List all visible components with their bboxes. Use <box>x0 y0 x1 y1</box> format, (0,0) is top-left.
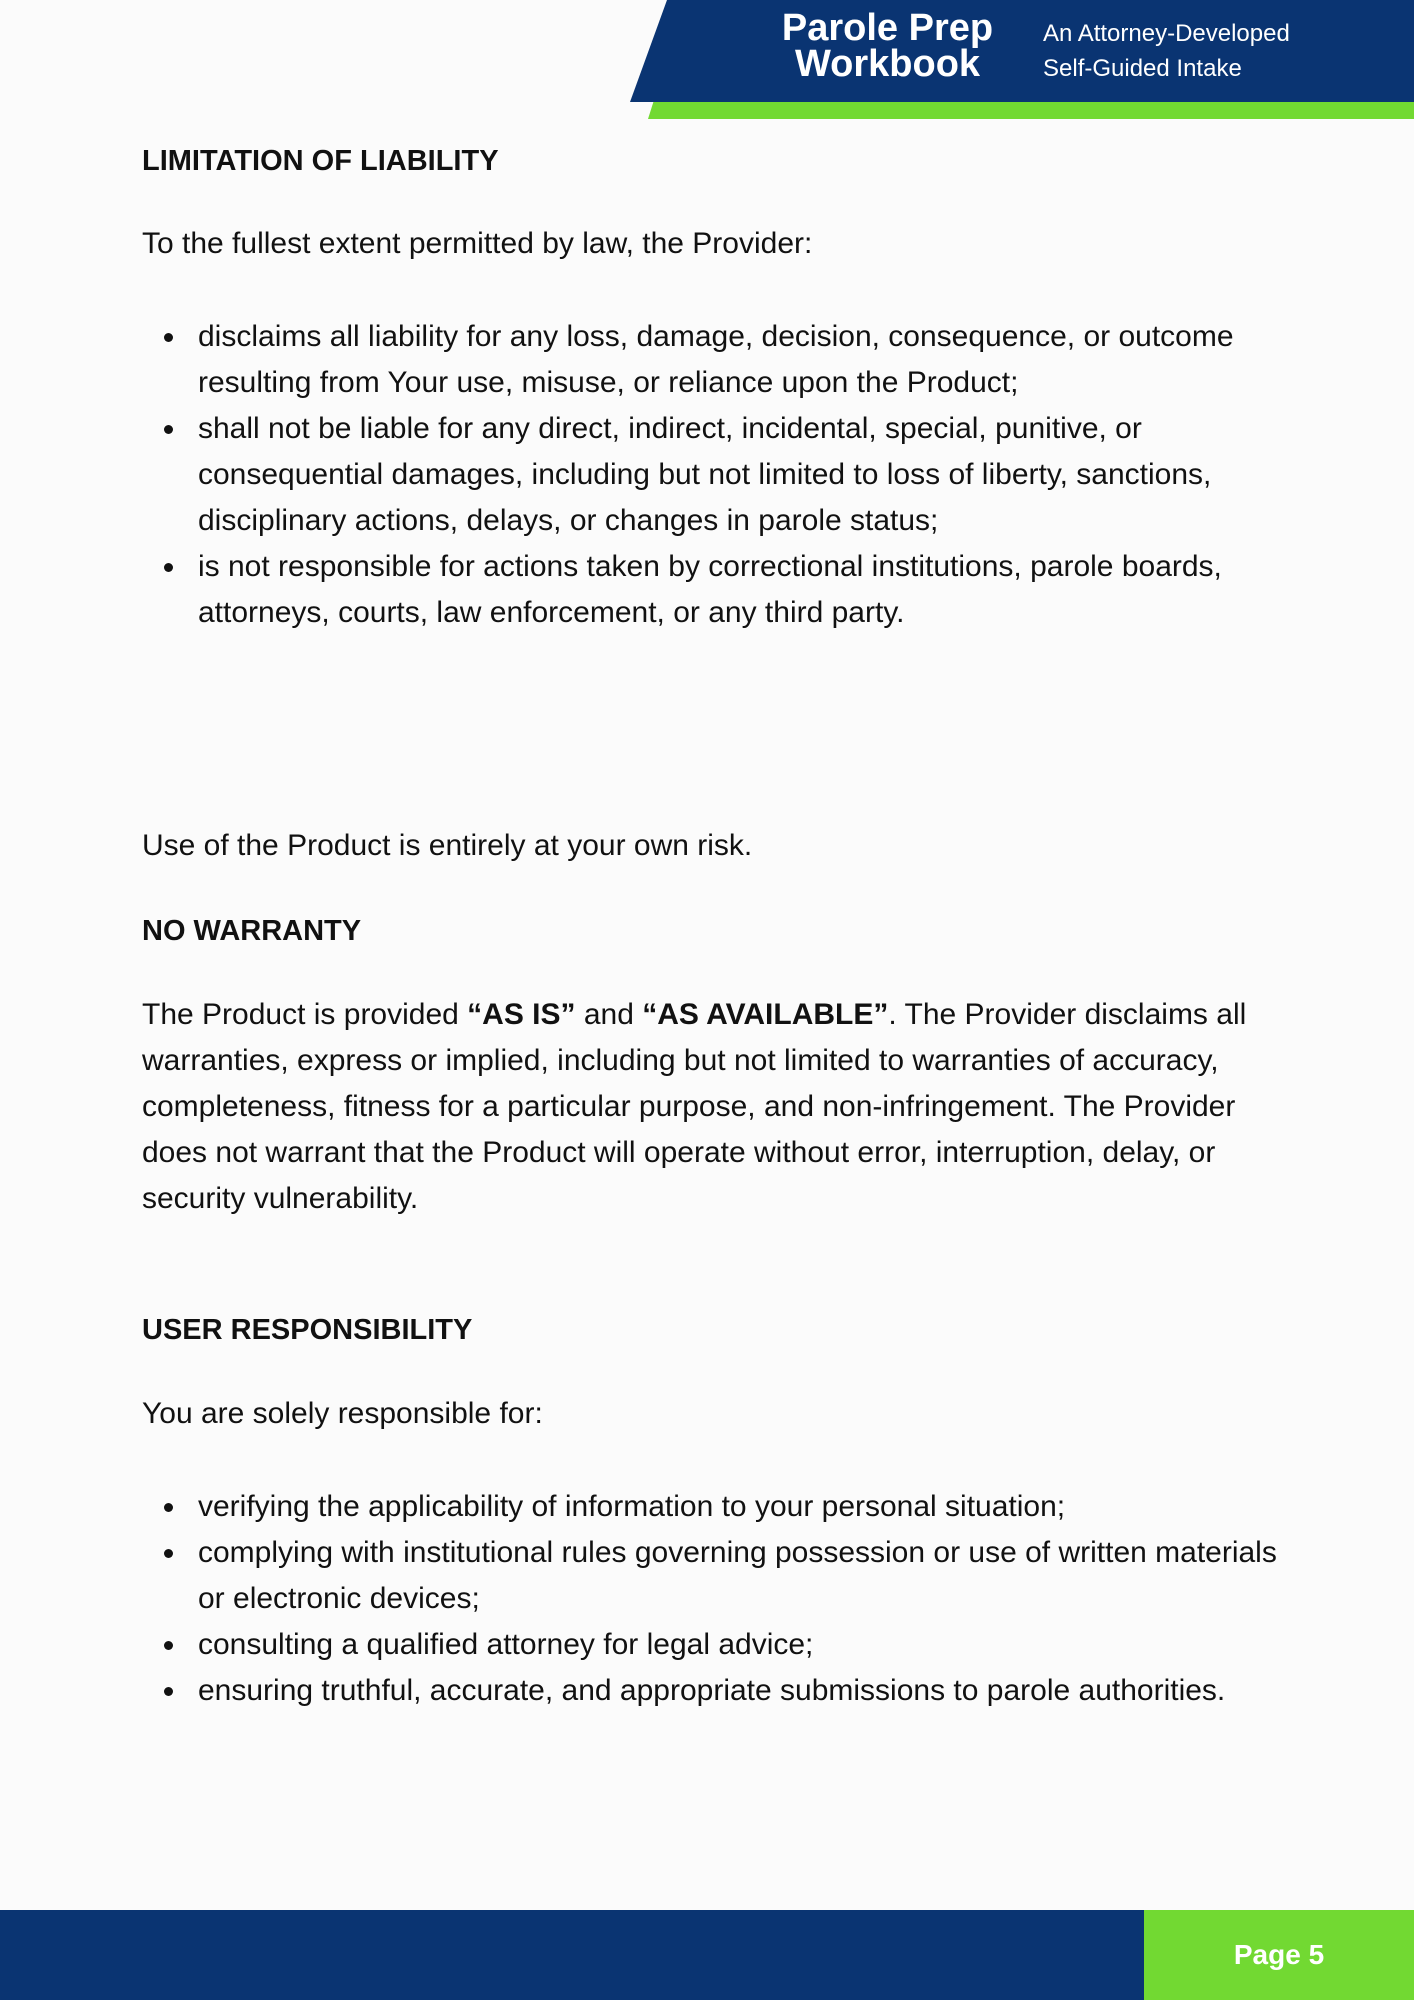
warranty-paragraph <box>142 992 1282 1222</box>
list-item: verifying the applicability of information to your personal situation; <box>142 1484 1282 1530</box>
subtitle-line-1: An Attorney-Developed <box>1043 20 1290 47</box>
header-accent-stripe <box>648 100 1414 119</box>
workbook-subtitle <box>1043 16 1290 86</box>
list-item: disclaims all liability for any loss, damage, decision, consequence, or outcome resulting from Your use, misuse, or reliance upon the Product; <box>142 314 1282 406</box>
heading-no-warranty: NO WARRANTY <box>142 915 362 947</box>
responsibility-intro: You are solely responsible for: <box>142 1397 543 1430</box>
responsibility-list <box>142 1484 1282 1714</box>
heading-limitation-of-liability: LIMITATION OF LIABILITY <box>142 145 499 177</box>
page-number: Page 5 <box>1233 1939 1325 1970</box>
title-line-2: Workbook <box>794 43 981 85</box>
title-line-1: Parole Prep <box>781 7 994 49</box>
as-is-emphasis: “AS IS” <box>467 998 576 1031</box>
heading-user-responsibility: USER RESPONSIBILITY <box>142 1314 473 1346</box>
as-available-emphasis: “AS AVAILABLE” <box>642 998 889 1031</box>
workbook-title <box>745 7 1030 85</box>
list-item: is not responsible for actions taken by correctional institutions, parole boards, attorneys, courts, law enforcement, or any third party. <box>142 544 1282 636</box>
liability-closing: Use of the Product is entirely at your own risk. <box>142 829 753 862</box>
text: . The Provider disclaims all warranties, express or implied, including but not limited to warranties of accuracy, completeness, fitness for a particular purpose, and non-infringement. The Provider does not warrant that the Product will operate without error, interruption, delay, or security vulnerability. <box>142 998 1247 1215</box>
list-item: complying with institutional rules governing possession or use of written materials or electronic devices; <box>142 1530 1282 1622</box>
liability-list <box>142 314 1282 636</box>
list-item: ensuring truthful, accurate, and appropriate submissions to parole authorities. <box>142 1668 1282 1714</box>
subtitle-line-2: Self-Guided Intake <box>1043 55 1242 82</box>
list-item: shall not be liable for any direct, indirect, incidental, special, punitive, or consequential damages, including but not limited to loss of liberty, sanctions, disciplinary actions, delays, or changes in parole status; <box>142 406 1282 544</box>
footer-bar <box>0 1910 1144 2000</box>
liability-intro: To the fullest extent permitted by law, the Provider: <box>142 227 813 260</box>
text: The Product is provided <box>142 998 468 1031</box>
page-number-box <box>1144 1910 1414 2000</box>
text: and <box>575 998 643 1031</box>
list-item: consulting a qualified attorney for legal advice; <box>142 1622 1282 1668</box>
